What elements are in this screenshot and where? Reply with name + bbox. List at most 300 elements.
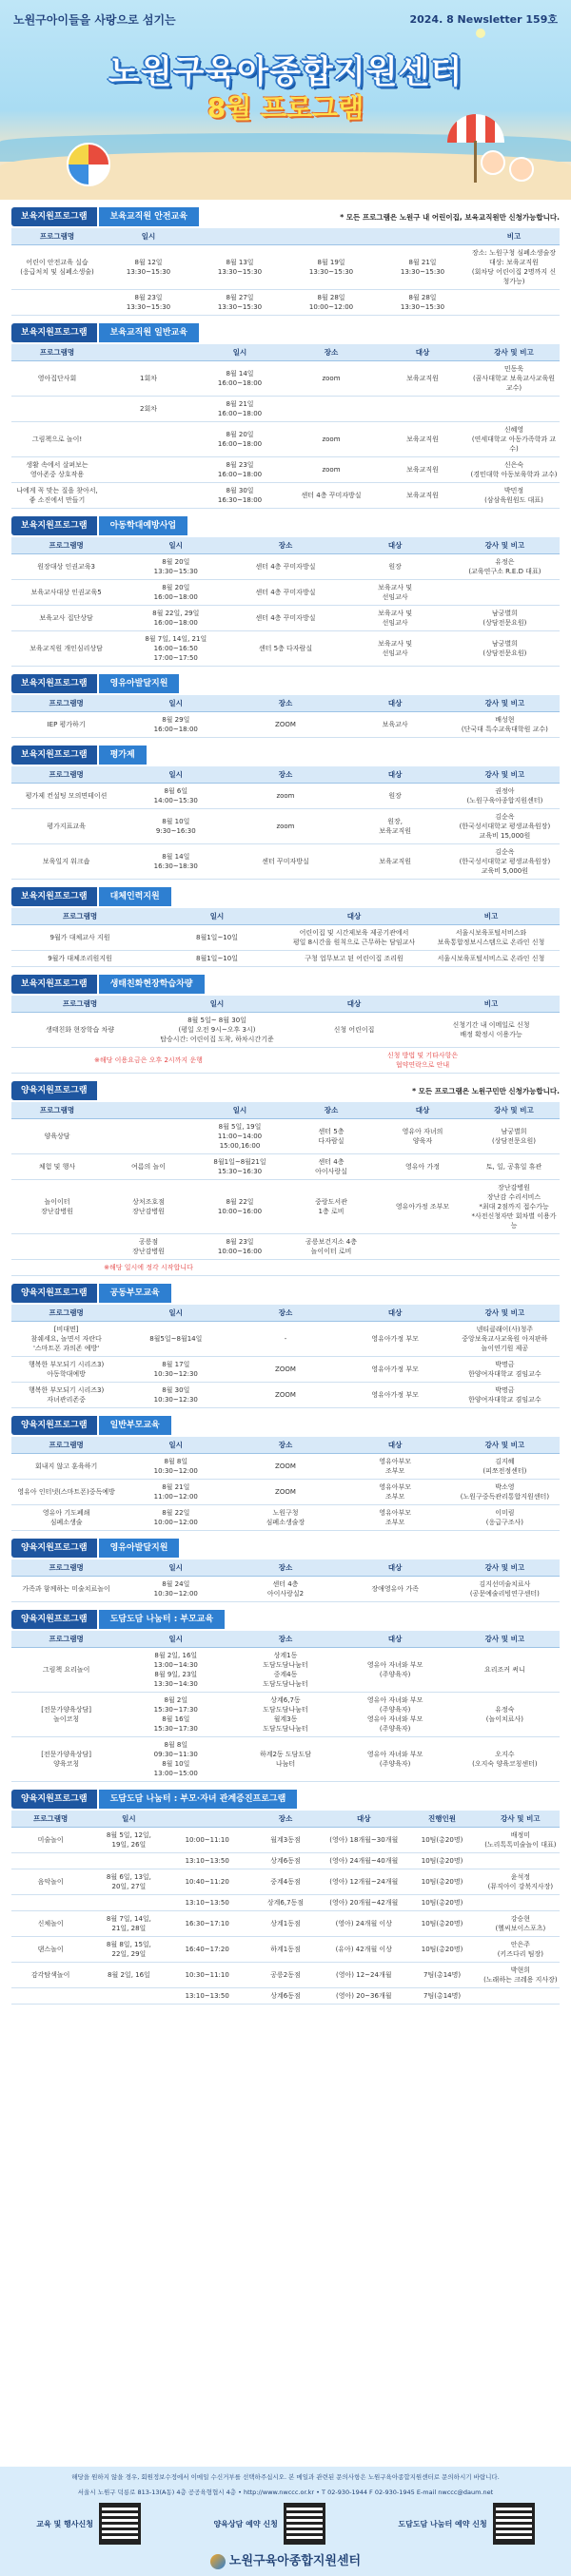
column-header: 대상 (341, 1631, 450, 1648)
table-cell: 박민정 (삼삼육원원도 대표) (468, 483, 560, 509)
table-row (11, 397, 560, 422)
table-cell: 8월1일~10일 (148, 951, 286, 967)
column-header: 강사 및 비고 (482, 1811, 560, 1828)
column-header: 강사 및 비고 (450, 695, 560, 712)
table-cell (286, 397, 377, 422)
note-cell: ※해당 이용요금은 오후 2시까지 운행 (11, 1048, 286, 1074)
table-row (11, 1322, 560, 1357)
table-cell: 원장, 보육교직원 (341, 809, 450, 844)
table-cell: 영유아 자녀의 양육자 (377, 1119, 468, 1154)
table-cell: 하계1동점 (246, 1937, 325, 1963)
table-cell: 보육교사 및 선임교사 (341, 631, 450, 667)
table-row (11, 925, 560, 951)
table-cell: 8월 19일 13:30~15:30 (286, 245, 377, 290)
table-cell: 10:00~11:10 (168, 1828, 246, 1853)
table-cell: ZOOM (230, 1480, 340, 1505)
table-cell: 8월 28일 13:30~15:30 (377, 290, 468, 316)
column-header: 장소 (230, 1305, 340, 1322)
column-header: 강사 및 비고 (450, 766, 560, 784)
section-header (11, 887, 560, 906)
table-cell: 원장 (341, 554, 450, 580)
table-cell: 넨티클래이(사)청주 중앙보육교사교육원 아저판하 놀이연기원 제공 (450, 1322, 560, 1357)
table-cell: 10:30~11:10 (168, 1963, 246, 1988)
table-cell: [비대면] 참쉐세요, 놀면서 자란다 '스마트폰 과의존 예방' (11, 1322, 121, 1357)
table-cell: 유정은 (교육연구소 R.E.D 대표) (450, 554, 560, 580)
table-cell (377, 1234, 468, 1260)
table-cell: 생활 속에서 살펴보는 영아존중 상호작용 (11, 457, 103, 483)
section-header (11, 1284, 560, 1303)
column-header: 일시 (89, 1811, 167, 1828)
section-category: 보육지원프로그램 (11, 323, 97, 342)
program-table (11, 908, 560, 967)
program-table (11, 695, 560, 738)
table-cell: 공릉보건지소 4층 놀이이터 로비 (286, 1234, 377, 1260)
column-header: 프로그램명 (11, 1631, 121, 1648)
table-row (11, 1853, 560, 1869)
section-subtitle: 대체인력지원 (97, 887, 171, 906)
table-cell: 8월 29일 16:00~18:00 (121, 712, 230, 738)
table-cell: 공릉점 장난감병원 (103, 1234, 194, 1260)
table-cell: (영아) 20~36개월 (325, 1988, 403, 2005)
table-cell: 상계6동점 (246, 1853, 325, 1869)
table-cell (89, 1853, 167, 1869)
column-header (194, 228, 286, 245)
section-category: 양육지원프로그램 (11, 1284, 97, 1303)
qr-label: 도담도담 나눔터 예약 신청 (398, 2519, 487, 2528)
table-cell: 원장 (341, 784, 450, 809)
hero-banner (0, 0, 571, 200)
table-cell: 8월 5일~ 8월 30일 (평일 오전 9시~오후 3시) 탑승시간: 어린이집 도착, 하차시간기준 (148, 1013, 286, 1048)
column-header (103, 344, 194, 361)
table-cell: 생태친화 현장학습 차량 (11, 1013, 148, 1048)
table-cell (450, 580, 560, 606)
program-section (11, 516, 560, 667)
column-header: 강사 및 비고 (450, 1437, 560, 1454)
table-cell: 남궁별희 (상담전문요원) (468, 1119, 560, 1154)
column-header: 비고 (468, 228, 560, 245)
table-cell: 감각탐색놀이 (11, 1963, 89, 1988)
table-cell: zoom (286, 457, 377, 483)
table-cell: 박현희 (노래하는 크레용 지사장) (482, 1963, 560, 1988)
column-header: 장소 (230, 1631, 340, 1648)
table-cell: 8월5일~8월14일 (121, 1322, 230, 1357)
table-cell: (영아) 24개월~40개월 (325, 1853, 403, 1869)
program-section (11, 323, 560, 509)
section-subtitle: 일반부모교육 (97, 1416, 171, 1435)
table-cell: 장소: 노원구청 심폐소생술장 대상: 보육교직원 (회차당 어린이집 2명까지 신청가능) (468, 245, 560, 290)
table-cell: (영아) 12개월~24개월 (325, 1869, 403, 1895)
table-cell: ZOOM (230, 1357, 340, 1383)
column-header: 일시 (148, 908, 286, 925)
program-table (11, 766, 560, 880)
table-cell: 남궁별희 (상담전문요원) (450, 606, 560, 631)
table-cell: 김지선미술치료사 (공문예술리빙연구센터) (450, 1577, 560, 1602)
table-cell (468, 397, 560, 422)
program-section (11, 207, 560, 316)
column-header: 프로그램명 (11, 1559, 121, 1577)
table-cell: zoom (230, 784, 340, 809)
section-category: 양육지원프로그램 (11, 1416, 97, 1435)
table-cell: 8월 23일 10:00~16:00 (194, 1234, 286, 1260)
table-row (11, 809, 560, 844)
table-cell: 9월가 대체교사 지원 (11, 925, 148, 951)
table-cell: ZOOM (230, 1454, 340, 1480)
program-section (11, 1081, 560, 1276)
table-cell: 8월 14일 16:30~18:30 (121, 844, 230, 880)
column-header: 강사 및 비고 (450, 1631, 560, 1648)
column-header: 장소 (286, 344, 377, 361)
table-cell: 센터 4층 아이사랑실 (286, 1154, 377, 1180)
table-cell: 8월 2일, 16일 (89, 1963, 167, 1988)
table-cell: 8월1일~8월21일 15:30~16:30 (194, 1154, 286, 1180)
table-row (11, 1577, 560, 1602)
table-cell: 신청 어린이집 (286, 1013, 423, 1048)
table-cell: 8월 5일, 12일, 19일, 26일 (89, 1828, 167, 1853)
column-header: 대상 (341, 766, 450, 784)
table-cell: 요리조커 써니 (450, 1648, 560, 1693)
table-cell: 8월 6일, 13일, 20일, 27일 (89, 1869, 167, 1895)
table-cell: 김지혜 (피쪼전정센터) (450, 1454, 560, 1480)
table-row (11, 580, 560, 606)
table-cell: 배성현 (단국대 특수교육대학원 교수) (450, 712, 560, 738)
column-header: 프로그램명 (11, 1305, 121, 1322)
table-cell: 8월 2일 15:30~17:30 8월 16일 15:30~17:30 (121, 1693, 230, 1737)
section-subtitle: 영유아발달지원 (97, 1539, 180, 1558)
table-cell: 민동욱 (꿈사대학교 보육교사교육원 교수) (468, 361, 560, 397)
table-cell (11, 1853, 89, 1869)
table-cell: 평가제 컨설팅 모의면테이션 (11, 784, 121, 809)
table-cell: 8월 21일 16:00~18:00 (194, 397, 286, 422)
table-row (11, 1648, 560, 1693)
table-cell (89, 1895, 167, 1911)
table-row (11, 1454, 560, 1480)
child-illustration (481, 150, 505, 175)
table-cell: 8월 12일 13:30~15:30 (103, 245, 194, 290)
table-row (11, 951, 560, 967)
table-cell: IEP 평가하기 (11, 712, 121, 738)
table-cell: 8월 22일 10:00~16:00 (194, 1180, 286, 1234)
issue-label: 2024. 8 Newsletter 159호 (409, 13, 558, 26)
table-cell: 8월 21일 11:00~12:00 (121, 1480, 230, 1505)
program-section (11, 1284, 560, 1408)
table-row (11, 1013, 560, 1048)
table-cell: 토, 일, 공휴일 휴관 (468, 1154, 560, 1180)
section-category: 보육지원프로그램 (11, 975, 97, 994)
section-note: * 모든 프로그램은 노원구 내 어린이집, 보육교직원만 신청가능합니다. (340, 212, 560, 222)
qr-code-icon[interactable] (99, 2503, 141, 2545)
table-row (11, 1911, 560, 1937)
table-cell: 8월 24일 10:30~12:00 (121, 1577, 230, 1602)
column-header: 프로그램명 (11, 1437, 121, 1454)
table-cell: (영아) 18개월~30개월 (325, 1828, 403, 1853)
table-cell: 영유아 가정 (377, 1154, 468, 1180)
center-logo-icon (210, 2554, 226, 2569)
table-cell: 13:10~13:50 (168, 1895, 246, 1911)
brand-name: 노원구육아종합지원센터 (228, 2554, 362, 2568)
column-header: 대상 (325, 1811, 403, 1828)
section-subtitle: 도담도담 나눔터 : 부모·자녀 관계증진프로그램 (97, 1790, 298, 1809)
table-cell: 8월 14일 16:00~18:00 (194, 361, 286, 397)
program-section (11, 1790, 560, 2005)
table-cell: 권정아 (노원구육아종합지원센터) (450, 784, 560, 809)
table-cell: 어린이 안전교육 실습 (응급처치 및 심폐소생술) (11, 245, 103, 290)
table-cell: 노원구청 심폐소생술장 (230, 1505, 340, 1531)
section-category: 양육지원프로그램 (11, 1081, 97, 1100)
table-cell: 8월 7일, 14일, 21일, 28일 (89, 1911, 167, 1937)
column-header: 장소 (230, 766, 340, 784)
table-row (11, 1119, 560, 1154)
table-row (11, 606, 560, 631)
table-row (11, 1154, 560, 1180)
footer-notice: 해당을 원하지 않을 경우, 회원정보수정에서 이메일 수신거부를 선택하주십시오. 본 메일과 관련된 문의사항은 노원구육아종합지원센터로 문의하시기 바랍니다. (71, 2473, 500, 2481)
column-header: 일시 (121, 1305, 230, 1322)
table-cell: [전문가양육상담] 놀이코칭 (11, 1693, 121, 1737)
table-cell: 회내지 않고 훈육하기 (11, 1454, 121, 1480)
table-cell: 이미림 (응급구조사) (450, 1505, 560, 1531)
table-cell: 보육교사 및 선임교사 (341, 606, 450, 631)
column-header: 대상 (341, 1437, 450, 1454)
table-cell: 체험 및 행사 (11, 1154, 103, 1180)
table-cell: (영아) 24개월 이상 (325, 1911, 403, 1937)
column-header (286, 228, 377, 245)
table-cell: 13:10~13:50 (168, 1853, 246, 1869)
section-category: 보육지원프로그램 (11, 887, 97, 906)
table-cell: 영유아 자녀와 부모 (주양육자) 영유아 자녀와 부모 (주양육자) (341, 1693, 450, 1737)
table-cell: 9월가 대체조리원지원 (11, 951, 148, 967)
table-cell: 안은주 (키즈다리 팀장) (482, 1937, 560, 1963)
column-header: 프로그램명 (11, 228, 103, 245)
section-header (11, 746, 560, 765)
section-header (11, 516, 560, 535)
table-cell: 어린이집 및 시간제보육 제공기관에서 평일 8시간을 원칙으로 근무하는 담임교사 (286, 925, 423, 951)
table-cell: - (230, 1322, 340, 1357)
column-header: 프로그램명 (11, 344, 103, 361)
section-subtitle: 보육교직원 안전교육 (97, 207, 199, 226)
table-row (11, 1828, 560, 1853)
table-cell (103, 422, 194, 457)
section-header (11, 1081, 560, 1100)
table-cell: zoom (230, 809, 340, 844)
table-cell: 10팀(총20명) (403, 1937, 481, 1963)
table-cell: 8월 17일 10:30~12:30 (121, 1357, 230, 1383)
table-row (11, 457, 560, 483)
program-table (11, 537, 560, 667)
section-subtitle: 영유아발달지원 (97, 674, 180, 693)
table-cell: 16:40~17:20 (168, 1937, 246, 1963)
table-cell: 10팀(총20명) (403, 1869, 481, 1895)
table-cell: 박명금 한양여자대학교 겸임교수 (450, 1357, 560, 1383)
section-note: * 모든 프로그램은 노원구민만 신청가능합니다. (412, 1086, 560, 1095)
table-row (11, 1693, 560, 1737)
table-row (11, 1937, 560, 1963)
column-header: 프로그램명 (11, 1811, 89, 1828)
column-header: 대상 (286, 908, 423, 925)
table-row-note (11, 1048, 560, 1074)
section-header (11, 207, 560, 226)
table-cell: 유정숙 (놀이치료사) (450, 1693, 560, 1737)
program-sections (0, 207, 571, 2005)
column-header: 장소 (230, 695, 340, 712)
column-header: 장소 (286, 1102, 377, 1119)
table-cell: 영유아 자녀와 부모 (주양육자) (341, 1648, 450, 1693)
table-cell: 8월 8일 09:30~11:30 8월 10일 13:00~15:00 (121, 1737, 230, 1782)
table-row (11, 554, 560, 580)
program-table (11, 1811, 560, 2005)
column-header (168, 1811, 246, 1828)
section-subtitle: 도담도담 나눔터 : 부모교육 (97, 1610, 226, 1629)
table-cell (103, 457, 194, 483)
program-section (11, 674, 560, 738)
section-category: 양육지원프로그램 (11, 1610, 97, 1629)
table-cell: 8월 22일 10:00~12:00 (121, 1505, 230, 1531)
table-cell: 상처조호점 장난감병원 (103, 1180, 194, 1234)
section-header (11, 674, 560, 693)
table-cell: 보육교직원 (377, 361, 468, 397)
table-row (11, 483, 560, 509)
table-cell: 남궁별희 (상담전문요원) (450, 631, 560, 667)
column-header: 대상 (341, 695, 450, 712)
table-cell: 16:30~17:10 (168, 1911, 246, 1937)
table-cell: 놀이이터 장난감병원 (11, 1180, 103, 1234)
qr-code-icon[interactable] (284, 2503, 325, 2545)
table-cell: 보육교사 (341, 712, 450, 738)
program-section (11, 975, 560, 1074)
note-cell: 신청 방법 및 기타사항은 협약연락으로 안내 (286, 1048, 560, 1074)
table-cell (89, 1988, 167, 2005)
qr-label: 교육 및 행사신청 (36, 2519, 93, 2528)
table-cell: 10팀(총20명) (403, 1853, 481, 1869)
table-cell: 센터 4층 꾸미자방실 (286, 483, 377, 509)
table-cell: 2회차 (103, 397, 194, 422)
table-row-note (11, 1260, 560, 1276)
table-cell (482, 1853, 560, 1869)
table-row (11, 1480, 560, 1505)
table-row (11, 290, 560, 316)
table-cell: 보육교직원 (341, 844, 450, 880)
table-row (11, 245, 560, 290)
table-cell: 상계1동 도담도담나눔터 중계4동 도담도담나눔터 (230, 1648, 340, 1693)
table-cell: 음악놀이 (11, 1869, 89, 1895)
column-header: 강사 및 비고 (468, 1102, 560, 1119)
table-cell: [전문가양육상담] 양육코칭 (11, 1737, 121, 1782)
footer-contact: 서울시 노원구 덕릉로 813-13(A동) 4층 공공육형협시 4층 • http://www.nwccc.or.kr • T 02-930-1944 F 02-930-1945 E-mail nwccc@daum.net (77, 2489, 494, 2496)
table-cell: 10팀(총20명) (403, 1911, 481, 1937)
note-cell (286, 1260, 560, 1276)
table-cell (11, 397, 103, 422)
table-cell: 김순옥 (한국성서대학교 평생교육원장) 교육비 15,000원 (450, 809, 560, 844)
column-header: 일시 (121, 766, 230, 784)
table-row (11, 1383, 560, 1408)
table-cell: 8월 8일 10:30~12:00 (121, 1454, 230, 1480)
section-header (11, 323, 560, 342)
table-row (11, 422, 560, 457)
table-cell: 8월 21일 13:30~15:30 (377, 245, 468, 290)
table-cell (482, 1895, 560, 1911)
table-cell: 월계3동점 (246, 1828, 325, 1853)
program-table (11, 1102, 560, 1276)
table-cell: 신체놀이 (11, 1911, 89, 1937)
program-section (11, 1539, 560, 1602)
table-cell: 가족과 함께하는 미술치료놀이 (11, 1577, 121, 1602)
brand (0, 2550, 571, 2569)
table-row (11, 1963, 560, 1988)
table-cell (11, 1895, 89, 1911)
table-cell: 영유아가정 부모 (341, 1357, 450, 1383)
table-row (11, 1180, 560, 1234)
table-row (11, 712, 560, 738)
section-subtitle: 보육교직원 일반교육 (97, 323, 199, 342)
column-header: 프로그램명 (11, 996, 148, 1013)
column-header: 장소 (230, 1437, 340, 1454)
table-cell: 8월 5일, 19일 11:00~14:00 15:00,16:00 (194, 1119, 286, 1154)
column-header (377, 228, 468, 245)
column-header: 대상 (341, 1305, 450, 1322)
table-cell: 8월 30일 10:30~12:30 (121, 1383, 230, 1408)
column-header: 프로그램명 (11, 537, 121, 554)
table-cell: 10팀(총20명) (403, 1895, 481, 1911)
qr-label: 양육상담 예약 신청 (213, 2519, 278, 2528)
table-cell: 보육교사대상 인권교육5 (11, 580, 121, 606)
table-cell: 8월 28일 10:00~12:00 (286, 290, 377, 316)
table-cell: 보육교직원 (377, 457, 468, 483)
table-cell: 신은숙 (경민대학 아동보육학과 교수) (468, 457, 560, 483)
table-cell: 박명금 한양여자대학교 겸임교수 (450, 1383, 560, 1408)
qr-dodam[interactable] (398, 2503, 534, 2545)
tagline: 노원구아이들을 사랑으로 섬기는 (13, 13, 176, 27)
table-cell: 8월 13일 13:30~15:30 (194, 245, 286, 290)
qr-counsel[interactable] (213, 2503, 325, 2545)
table-cell: 보육교사 집단상담 (11, 606, 121, 631)
table-cell: 장난감병원 장난감 수리서비스 *최대 2점까지 접수가능 *사전신청자만 회차별 이용가능 (468, 1180, 560, 1234)
table-cell: 8월1일~10일 (148, 925, 286, 951)
table-cell: 영유아 기도폐쇄 심폐소생술 (11, 1505, 121, 1531)
table-cell: zoom (286, 422, 377, 457)
table-cell (11, 290, 103, 316)
table-cell: 센터 4층 꾸미자방실 (230, 606, 340, 631)
table-cell: 댄스놀이 (11, 1937, 89, 1963)
column-header: 프로그램명 (11, 908, 148, 925)
table-cell: 13:10~13:50 (168, 1988, 246, 2005)
column-header: 강사 및 비고 (468, 344, 560, 361)
program-section (11, 746, 560, 880)
table-cell: 상계6동점 (246, 1988, 325, 2005)
table-cell: 상계6,7동점 (246, 1895, 325, 1911)
column-header: 대상 (286, 996, 423, 1013)
table-cell: 8월 8일, 15일, 22일, 29일 (89, 1937, 167, 1963)
table-row (11, 361, 560, 397)
table-cell: 8월 27일 13:30~15:30 (194, 290, 286, 316)
column-header: 일시 (121, 1631, 230, 1648)
table-cell: 평가지표교육 (11, 809, 121, 844)
table-cell: 서울시보육포털서비스로 온라인 신청 (423, 951, 560, 967)
table-cell (468, 1234, 560, 1260)
program-table (11, 1559, 560, 1602)
column-header: 강사 및 비고 (450, 1305, 560, 1322)
qr-code-icon[interactable] (493, 2503, 535, 2545)
column-header: 비고 (423, 996, 560, 1013)
table-cell: 영유아부모 조부모 (341, 1480, 450, 1505)
table-cell: 8월 10일 9:30~16:30 (121, 809, 230, 844)
table-cell: 양육상담 (11, 1119, 103, 1154)
table-row (11, 844, 560, 880)
table-cell: 영유아가정 부모 (341, 1383, 450, 1408)
table-cell: 8월 2일, 16일 13:00~14:30 8월 9일, 23일 13:30~14:30 (121, 1648, 230, 1693)
table-cell: 8월 20일 16:00~18:00 (194, 422, 286, 457)
table-cell: 배정미 (노리톡톡미술놀이 대표) (482, 1828, 560, 1853)
section-category: 보육지원프로그램 (11, 207, 97, 226)
qr-education[interactable] (36, 2503, 141, 2545)
table-cell: 김순옥 (한국성서대학교 평생교육원장) 교육비 5,000원 (450, 844, 560, 880)
